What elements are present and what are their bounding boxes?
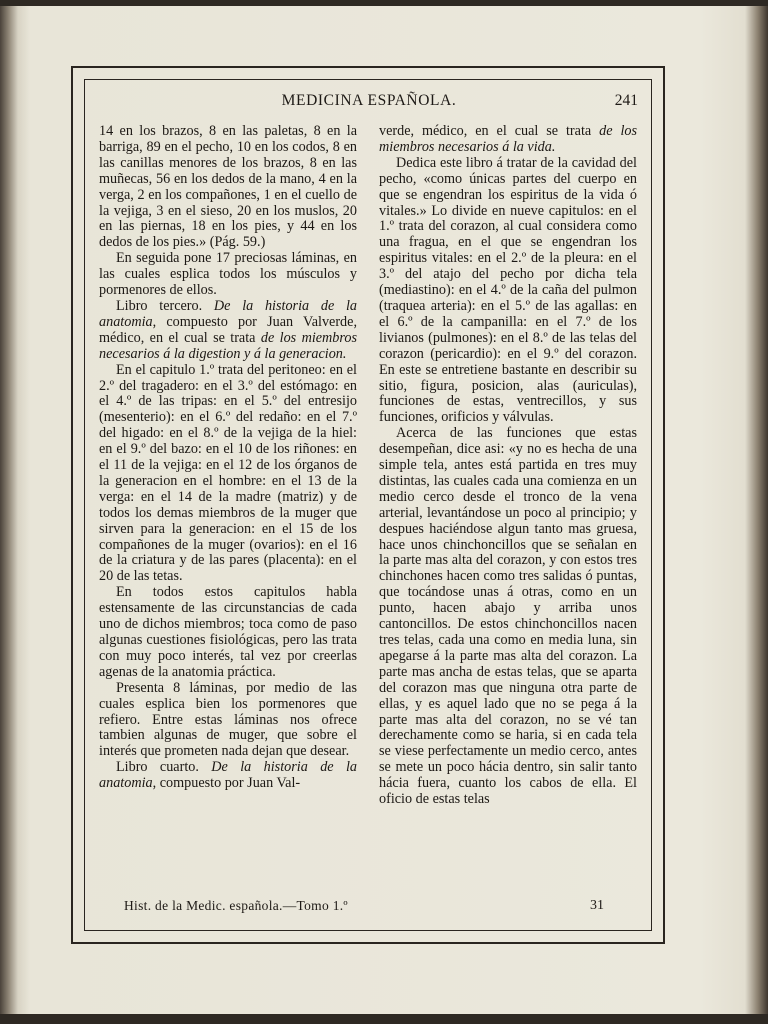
book-description: , compuesto por Juan Valverde, médico, en el cual se trata bbox=[99, 313, 357, 346]
page-footer bbox=[124, 898, 604, 916]
paragraph: Dedica este libro á tratar de la cavidad del pecho, «como únicas partes del cuerpo en que se engendran los espiritus de la vida ó vitales.» Lo divide en nueve capitulos: en el 1.º trata del corazon, al cual considera como una fragua, en el que se engendran los espiritus vitales: en el 2.º de la pleura: en el 3.º del atajo del pecho por dicha tela (mediastino): en el 4.º de la caña del pulmon (traquea arteria): en el 5.º de las agallas: en el 6.º de la campanilla: en el 7.º de los livianos (pulmones): en el 8.º de las telas del corazon (pericardio): en el 9.º del corazon. En este se entretiene bastante en describir su sitio, figura, posicion, alas (auriculas), funciones de estas, ventrecillos, y sus funciones, orificios y válvulas. bbox=[379, 154, 637, 426]
book-subject: de los miembros necesarios á la digestion y á la generacion. bbox=[99, 329, 358, 362]
printer-signature: Hist. de la Medic. española.—Tomo 1.º bbox=[124, 898, 348, 913]
book-subject: de los miembros necesarios á la vida. bbox=[379, 123, 638, 155]
page-bottom-edge bbox=[0, 1014, 768, 1024]
running-header bbox=[100, 92, 638, 114]
paragraph: En seguida pone 17 preciosas láminas, en las cuales esplica todos los músculos y pormenores de ellos. bbox=[99, 250, 357, 299]
paragraph: Presenta 8 láminas, por medio de las cuales esplica bien los pormenores que refiero. Entre estas láminas nos ofrece tambien algunas de muger, que sobre el interés que prometen nada dejan que desear. bbox=[99, 679, 357, 760]
left-column bbox=[99, 124, 357, 884]
book-description: verde, médico, en el cual se trata bbox=[379, 123, 592, 139]
paragraph bbox=[99, 299, 357, 363]
right-column bbox=[379, 124, 637, 884]
page-number: 241 bbox=[614, 92, 638, 109]
signature-mark: 31 bbox=[590, 898, 604, 913]
paragraph: En todos estos capitulos habla estensamente de las circunstancias de cada uno de dichos miembros; toca como de paso algunas cuestiones fisiológicas, pero las trata con muy poco interés, tal vez por creerlas agenas de la anatomia práctica. bbox=[99, 584, 357, 680]
paragraph bbox=[99, 760, 357, 792]
running-title: MEDICINA ESPAÑOLA. bbox=[281, 92, 457, 109]
book-heading: Libro cuarto. bbox=[116, 759, 199, 776]
paragraph: 14 en los brazos, 8 en las paletas, 8 en la barriga, 89 en el pecho, 10 en los codos, 8 en las canillas menores de los brazos, 8 en las muñecas, 56 en los dedos de la mano, 4 en la verga, 2 en los compañones, 1 en el cuello de la vejiga, 3 en el sieso, 20 en los muslos, 20 en las piernas, 18 en los pies, y 44 en los dedos de los pies.» (Pág. 59.) bbox=[99, 123, 357, 251]
paragraph bbox=[379, 124, 637, 156]
book-description: , compuesto por Juan Val- bbox=[152, 775, 301, 792]
book-title: De la historia de la anatomia bbox=[99, 759, 358, 792]
book-heading: Libro tercero. bbox=[116, 297, 203, 314]
book-title: De la historia de la anatomia bbox=[99, 297, 358, 330]
paragraph: Acerca de las funciones que estas desempeñan, dice asi: «y no es hecha de una simple tela, antes está partida en tres muy distintas, las cuales cada una comienza en un medio cerco desde el tronco de la vena arterial, levantándose un poco al principio; y despues haciéndose algun tanto mas gruesa, hace unos chinchoncillos que se señalan en la parte mas alta del corazon, y con estos tres chinchones hacen como tres salidas ó puntas, que tocándose unas á otras, como en un punto, hacen abajo y arriba unos cantoncillos. De estos chinchoncillos nacen tres telas, cada una como en media luna, sin apegarse á la parte mas alta del corazon. La parte mas ancha de estas telas, que se aparta del corazon mas que ninguna otra parte de ellas, y es aquel lado que no se pega á la parte mas alta del corazon, no se vé tan derechamente como se haria, si en cada tela se viese perfectamente un medio cerco, antes se mete un poco hácia dentro, sin salir tanto hácia fuera, cuanto los cabos de ella. El oficio de estas telas bbox=[379, 425, 637, 808]
page-top-edge bbox=[0, 0, 768, 6]
paragraph: En el capitulo 1.º trata del peritoneo: en el 2.º del tragadero: en el 3.º del estómago: en el 4.º de las tripas: en el 5.º del entresijo (mesenterio): en el 6.º del redaño: en el 7.º del higado: en el 8.º de la vejiga de la hiel: en el 9.º del bazo: en el 10 de los riñones: en el 11 de la vejiga: en el 12 de los órganos de la generacion en el hombre: en el 13 de la verga: en el 14 de la madre (matriz) y de todos los demas miembros de la muger que sirven para la generacion: en el 15 de los compañones de la muger (ovarios): en el 16 de la criatura y de las pares (placenta): en el 20 de las tetas. bbox=[99, 361, 357, 585]
